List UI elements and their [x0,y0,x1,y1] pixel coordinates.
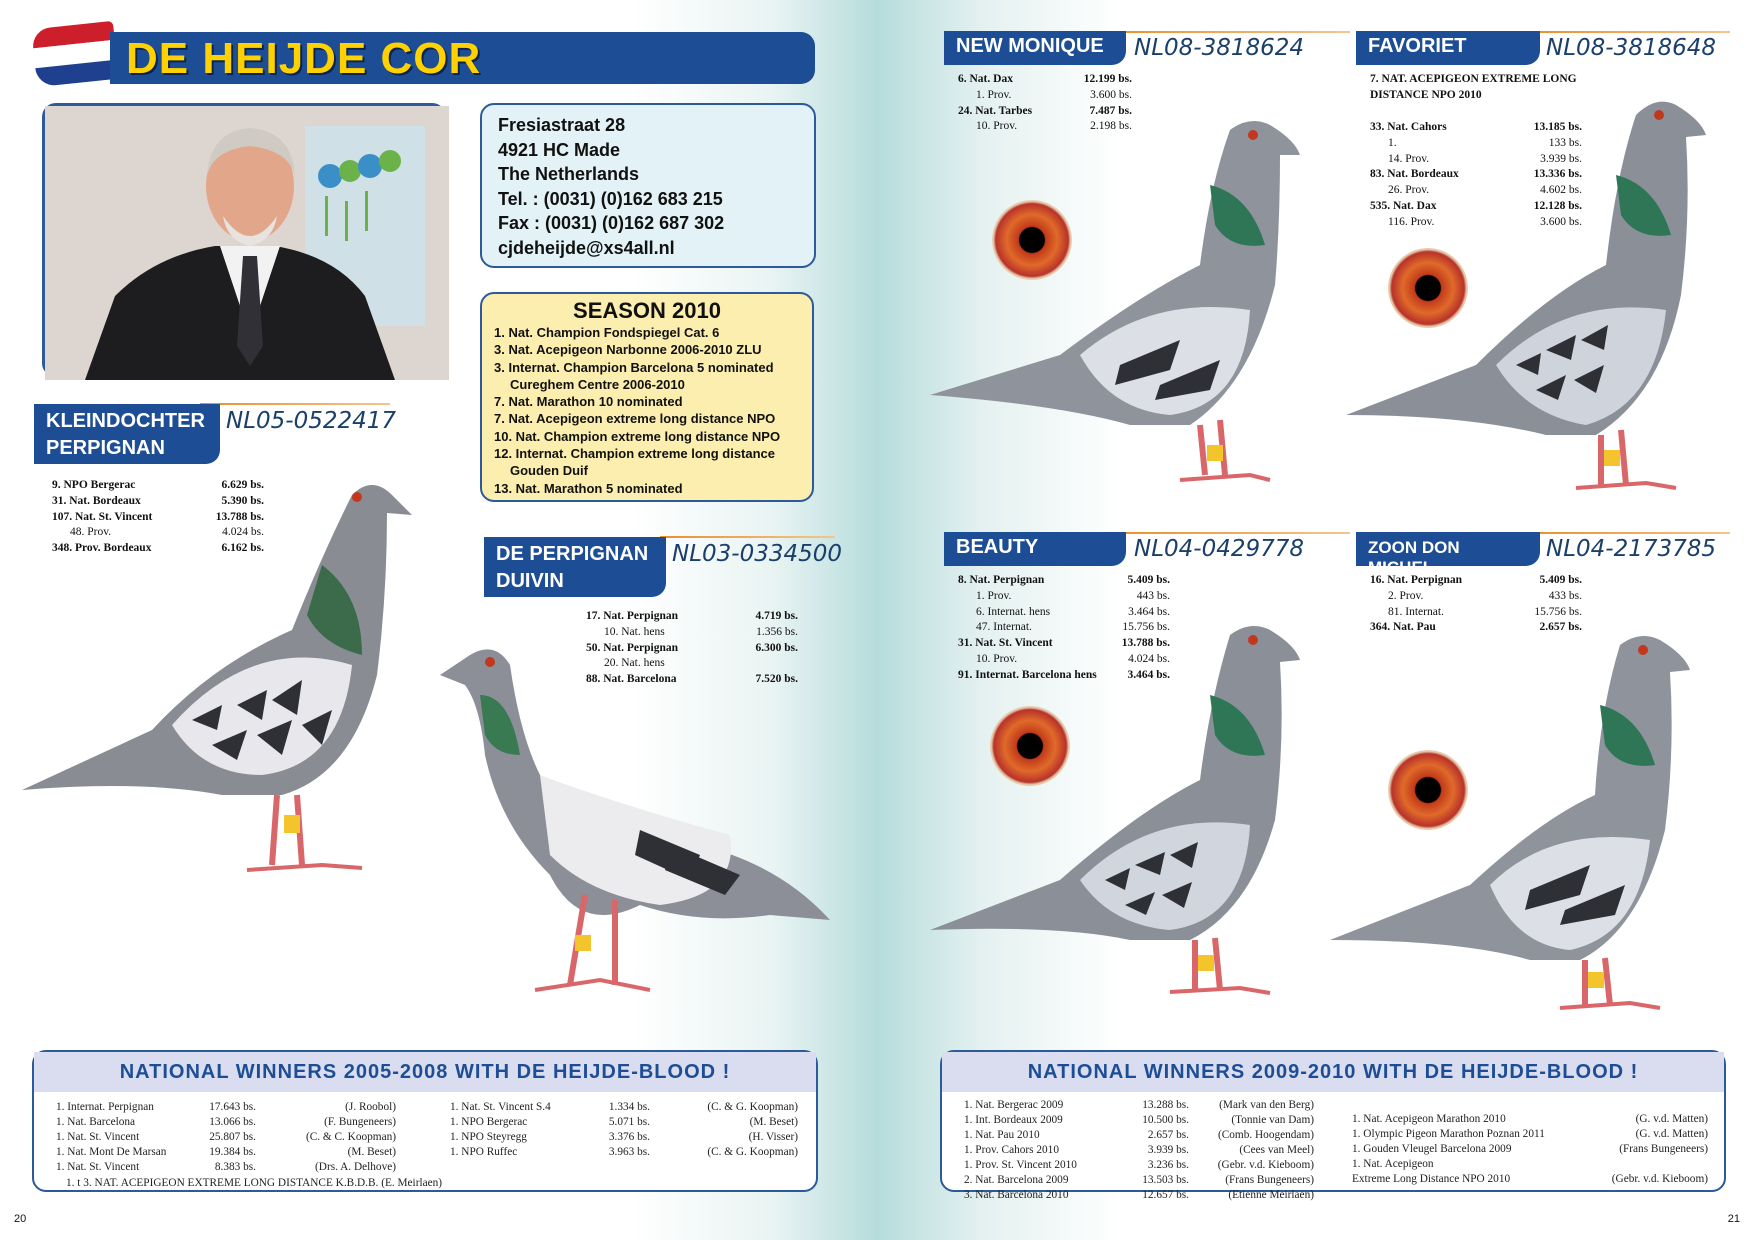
ring-number: NL05-0522417 [226,408,397,434]
result-row [958,88,1132,104]
winner-cell: (Comb. Hoogendam) [1217,1129,1314,1141]
result-race: 83. Nat. Bordeaux [1370,168,1459,181]
winner-cell: 1. Nat. Acepigeon [1352,1158,1434,1170]
result-race: 33. Nat. Cahors [1370,121,1447,133]
note-line: 7. NAT. ACEPIGEON EXTREME LONG [1370,73,1577,85]
season-item: 12. Internat. Champion extreme long distance [494,446,776,462]
winner-cell: (J. Roobol) [345,1101,396,1113]
winner-cell: 10.500 bs. [1142,1114,1189,1126]
result-birds: 7.520 bs. [755,673,798,686]
winner-cell [1582,1157,1708,1172]
winner-row [450,1100,798,1115]
winner-cell: (Gebr. v.d. Kieboom) [1611,1173,1708,1185]
winner-cell: (M. Beset) [749,1116,798,1128]
ring-underline [1110,31,1350,33]
winner-cell: 1. Int. Bordeaux 2009 [964,1114,1063,1126]
winner-cell: 5.071 bs. [608,1116,650,1128]
winner-cell: 1. Olympic Pigeon Marathon Poznan 2011 [1352,1128,1545,1140]
winner-row [964,1143,1314,1158]
result-birds: 6.162 bs. [221,542,264,555]
winner-cell: 1. NPO Bergerac [450,1116,528,1128]
winner-cell: (C. & C. Koopman) [305,1131,396,1143]
bird-name-line: KLEINDOCHTER [46,410,205,432]
winner-row [1352,1142,1708,1157]
address-tel: Tel. : (0031) (0)162 683 215 [498,188,723,209]
ring-underline [660,536,835,538]
bird-name-favoriet: FAVORIET [1356,31,1540,65]
result-race: 31. Nat. St. Vincent [958,637,1053,650]
pigeon-beauty-image [930,620,1350,1000]
result-birds: 3.464 bs. [1128,605,1170,618]
contact-address [480,103,816,268]
winner-row [56,1130,396,1145]
result-birds: 5.409 bs. [1127,574,1170,586]
result-birds: 4.024 bs. [222,526,264,539]
result-birds: 443 bs. [1136,589,1170,602]
ring-number: NL03-0334500 [672,541,843,567]
winner-cell: (Drs. A. Delhove) [315,1161,396,1173]
winner-cell: 1. NPO Ruffec [450,1146,518,1158]
winner-row [56,1160,396,1175]
winner-row [964,1158,1314,1173]
ring-number: NL08-3818624 [1134,35,1305,61]
winner-row [1352,1157,1708,1172]
result-birds: 13.185 bs. [1533,121,1582,133]
result-race: 50. Nat. Perpignan [586,641,678,654]
ring-underline [200,403,390,405]
winner-cell: 17.643 bs. [209,1101,256,1113]
bird-name-beauty: BEAUTY [944,532,1126,566]
result-race: 88. Nat. Barcelona [586,673,677,686]
result-race: 8. Nat. Perpignan [958,574,1045,586]
results-zoon [1370,573,1582,636]
result-row [958,605,1170,621]
page-number-right: 21 [1727,1213,1740,1225]
winner-cell: (Frans Bungeneers) [1619,1143,1708,1155]
result-row [1370,605,1582,621]
winner-row [56,1145,396,1160]
winner-cell: 1. Nat. Acepigeon Marathon 2010 [1352,1113,1506,1125]
winner-row [1352,1172,1708,1187]
result-row [1370,573,1582,589]
winner-row [450,1130,798,1145]
winner-cell: 1. Gouden Vleugel Barcelona 2009 [1352,1143,1512,1155]
winner-cell: 3.963 bs. [608,1146,650,1158]
result-race: 364. Nat. Pau [1370,621,1436,634]
result-birds: 5.409 bs. [1539,574,1582,586]
note-line: DISTANCE NPO 2010 [1370,88,1482,101]
winner-cell: (H. Visser) [748,1131,798,1143]
bird-name-zoon: ZOON DON MICHEL [1356,532,1540,566]
result-row [958,72,1132,88]
winner-cell: 2.657 bs. [1147,1129,1189,1141]
winner-cell: (Cees van Meel) [1239,1144,1314,1156]
result-race: 48. Prov. [70,526,112,539]
result-race: 6. Nat. Dax [958,73,1013,85]
season-item: 3. Internat. Champion Barcelona 5 nominated [494,359,774,375]
winner-cell: Extreme Long Distance NPO 2010 [1352,1173,1511,1185]
winner-cell: (Etienne Meirlaen) [1228,1189,1314,1201]
winner-cell: (F. Bungeneers) [324,1116,396,1128]
result-race: 31. Nat. Bordeaux [52,494,141,507]
winner-row [964,1188,1314,1203]
result-birds: 4.719 bs. [755,610,798,622]
season-title: SEASON 2010 [573,298,721,323]
result-race: 20. Nat. hens [604,657,665,670]
winner-cell: 1. Nat. St. Vincent [56,1131,140,1143]
bird-name-line: PERPIGNAN [46,437,165,459]
winner-row [450,1145,798,1160]
result-birds: 6.629 bs. [221,479,264,491]
winners-2005-2008-box [32,1050,818,1192]
winner-cell: (Mark van den Berg) [1219,1099,1314,1111]
result-birds: 15.756 bs. [1122,621,1170,634]
netherlands-flag-icon [31,21,119,87]
bird-name-line: DE PERPIGNAN [496,543,649,565]
address-street: Fresiastraat 28 [498,115,626,135]
winner-cell: 3.376 bs. [608,1131,650,1143]
season-item: 7. Nat. Acepigeon extreme long distance NPO [494,411,776,427]
result-birds: 6.300 bs. [755,641,798,654]
season-item: 3. Nat. Acepigeon Narbonne 2006-2010 ZLU [494,342,762,358]
result-race: 91. Internat. Barcelona hens [958,668,1097,681]
winner-cell: 13.503 bs. [1142,1174,1189,1186]
ring-underline [1530,31,1730,33]
winner-row [56,1115,396,1130]
address-email: cjdeheijde@xs4all.nl [498,237,675,258]
winner-row [964,1098,1314,1113]
result-birds: 15.756 bs. [1534,605,1582,618]
header-bar [110,32,815,84]
result-birds: 433 bs. [1548,589,1582,602]
season-item: Gouden Duif [510,463,588,479]
result-race: 116. Prov. [1388,215,1435,228]
winner-cell: 19.384 bs. [209,1146,256,1158]
winner-cell: (G. v.d. Matten) [1635,1113,1708,1125]
bird-name-line: DUIVIN [496,570,564,592]
result-race: 348. Prov. Bordeaux [52,542,152,555]
season-item: 7. Nat. Marathon 10 nominated [494,394,683,410]
ring-number: NL08-3818648 [1546,35,1717,61]
result-birds: 5.390 bs. [221,494,264,507]
winner-row [1352,1127,1708,1142]
winner-cell: 13.288 bs. [1142,1099,1189,1111]
result-birds: 13.788 bs. [1121,637,1170,650]
result-birds: 133 bs. [1548,136,1582,149]
result-birds: 3.464 bs. [1127,668,1170,681]
season-item: 13. Nat. Marathon 5 nominated [494,480,683,496]
page-title: DE HEIJDE COR [126,34,482,83]
winner-cell: 3.939 bs. [1147,1144,1189,1156]
result-birds: 12.199 bs. [1083,73,1132,85]
ring-underline [1110,532,1350,534]
winner-cell: 1. Nat. Bergerac 2009 [964,1099,1064,1111]
season-item: 10. Nat. Champion extreme long distance NPO [494,428,781,444]
winners-title: NATIONAL WINNERS 2009-2010 WITH DE HEIJDE-BLOOD ! [942,1052,1724,1092]
winner-cell: (G. v.d. Matten) [1635,1128,1708,1140]
result-race: 6. Internat. hens [976,605,1051,618]
winner-row [964,1128,1314,1143]
winner-cell: 1.334 bs. [608,1101,650,1113]
result-race: 17. Nat. Perpignan [586,610,678,622]
result-race: 10. Prov. [976,120,1018,133]
result-row [1370,589,1582,605]
address-postal: 4921 HC Made [498,139,621,160]
result-race: 24. Nat. Tarbes [958,104,1033,117]
winner-cell: 1. Nat. St. Vincent S.4 [450,1101,551,1113]
winners-footer: 1. t 3. NAT. ACEPIGEON EXTREME LONG DISTANCE K.B.D.B. (E. Meirlaen) [66,1177,443,1189]
winner-row [450,1115,798,1130]
pigeon-perpignan-image [440,635,840,1005]
winner-cell: 1. Prov. St. Vincent 2010 [964,1159,1077,1171]
winner-cell: 1. Nat. Mont De Marsan [56,1146,167,1158]
result-birds: 3.939 bs. [1540,152,1582,165]
winner-cell: 1. Nat. Pau 2010 [964,1129,1040,1141]
result-birds: 7.487 bs. [1089,104,1132,117]
bird-name-perpignan [484,537,666,597]
winners-left-column [964,1098,1314,1203]
result-race: 535. Nat. Dax [1370,199,1437,212]
season-item: Cureghem Centre 2006-2010 [510,376,685,392]
result-birds: 2.657 bs. [1539,621,1582,634]
bird-name-kleindochter [34,404,220,464]
result-race: 10. Nat. hens [604,625,665,638]
season-box [480,292,814,502]
result-birds: 3.600 bs. [1090,88,1132,101]
pigeon-zoon-image [1330,630,1740,1020]
result-race: 107. Nat. St. Vincent [52,510,153,523]
ring-underline [1530,532,1730,534]
winner-cell: 13.066 bs. [209,1116,256,1128]
result-race: 26. Prov. [1388,184,1430,197]
result-birds: 13.336 bs. [1533,168,1582,181]
winner-row [964,1113,1314,1128]
winner-cell: 3. Nat. Barcelona 2010 [964,1189,1069,1201]
result-race: 81. Internat. [1388,605,1444,618]
result-race: 10. Prov. [976,652,1018,665]
pigeon-monique-image [930,115,1350,485]
winner-cell: 8.383 bs. [214,1161,256,1173]
winner-cell: (Gebr. v.d. Kieboom) [1217,1159,1314,1171]
ring-number: NL04-2173785 [1546,536,1717,562]
result-race: 2. Prov. [1388,589,1424,602]
winner-cell: (C. & G. Koopman) [707,1146,798,1158]
winner-row [56,1100,396,1115]
result-row [958,589,1170,605]
winner-cell: 1. Prov. Cahors 2010 [964,1144,1059,1156]
result-race: 47. Internat. [976,621,1032,634]
result-birds: 3.600 bs. [1540,215,1582,228]
address-country: The Netherlands [498,164,640,184]
result-race: 16. Nat. Perpignan [1370,574,1462,586]
winners-title: NATIONAL WINNERS 2005-2008 WITH DE HEIJDE-BLOOD ! [34,1052,816,1092]
page-number-left: 20 [14,1213,27,1225]
winner-cell: 12.657 bs. [1142,1189,1189,1201]
winners-2009-2010-box [940,1050,1726,1201]
winner-cell: 1. Nat. Barcelona [56,1116,136,1128]
owner-photo [42,103,446,377]
result-birds: 12.128 bs. [1533,199,1582,212]
winners-left-column [56,1100,396,1175]
winner-cell: 1. Internat. Perpignan [56,1101,154,1113]
winners-right-column [450,1100,798,1160]
result-race: 1. Prov. [976,88,1012,101]
winners-right-column [1352,1112,1708,1187]
winner-cell: 3.236 bs. [1147,1159,1189,1171]
result-race: 14. Prov. [1388,152,1430,165]
result-birds: 1.356 bs. [756,625,798,638]
pigeon-kleindochter-image [22,475,422,875]
season-item: 1. Nat. Champion Fondspiegel Cat. 6 [494,325,720,340]
winner-cell: (C. & G. Koopman) [707,1101,798,1113]
winner-cell: (Tonnie van Dam) [1231,1114,1314,1126]
winner-cell: 1. Nat. St. Vincent [56,1161,140,1173]
winner-row [1352,1112,1708,1127]
result-race: 1. Prov. [976,589,1012,602]
result-birds: 2.198 bs. [1090,120,1132,133]
result-birds: 4.024 bs. [1128,652,1170,665]
result-row [586,609,798,625]
winner-cell: 25.807 bs. [209,1131,256,1143]
bird-name-monique: NEW MONIQUE [944,31,1126,65]
winner-cell: (M. Beset) [347,1146,396,1158]
winner-cell: 1. NPO Steyregg [450,1131,527,1143]
address-fax: Fax : (0031) (0)162 687 302 [498,213,725,233]
result-race: 1. [1388,136,1397,149]
ring-number: NL04-0429778 [1134,536,1305,562]
result-row [958,573,1170,589]
result-birds: 13.788 bs. [215,510,264,523]
pigeon-favoriet-image [1346,95,1746,495]
result-race: 9. NPO Bergerac [52,479,136,491]
winner-row [964,1173,1314,1188]
winner-cell: (Frans Bungeneers) [1225,1174,1314,1186]
winner-cell: 2. Nat. Barcelona 2009 [964,1174,1069,1186]
result-birds: 4.602 bs. [1540,184,1582,197]
